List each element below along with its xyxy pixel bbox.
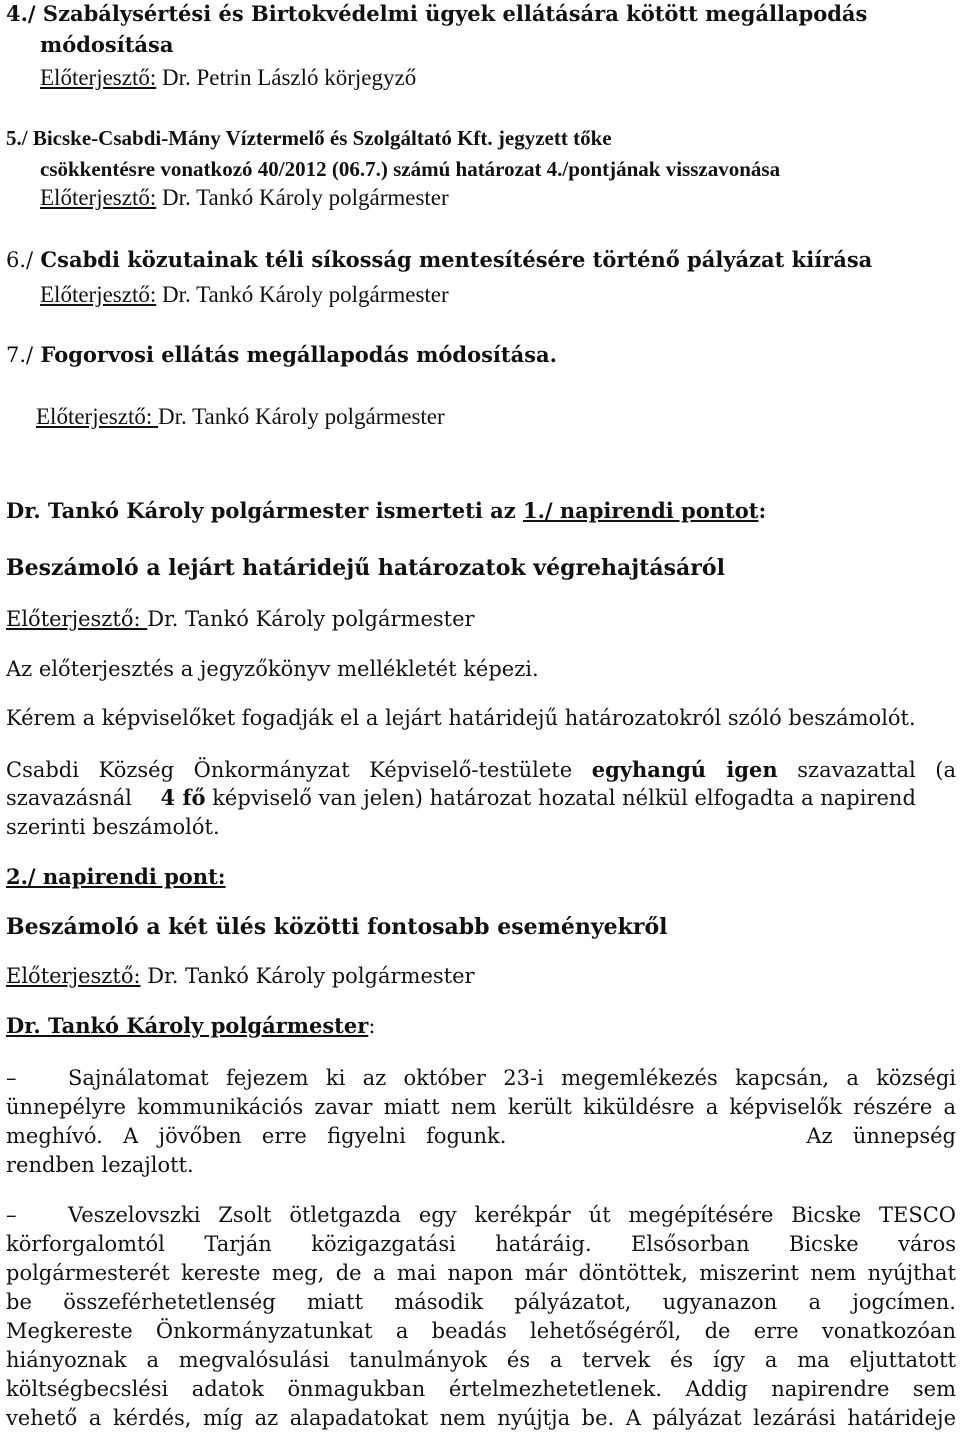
agenda-item-6-presenter <box>40 281 449 309</box>
decision-present-count: 4 fő <box>160 785 206 810</box>
para1-line4: rendben lezajlott. <box>6 1153 194 1177</box>
presenter-label: Előterjesztő: <box>40 282 157 307</box>
presenter-label: Előterjesztő: <box>40 185 157 210</box>
para1-line3 <box>6 1122 956 1151</box>
point-1-label: 1./ napirendi pontot <box>522 498 759 523</box>
agenda-item-6-number: 6./ <box>6 248 34 272</box>
presenter-name: Dr. Petrin László körjegyző <box>156 65 417 90</box>
para2-line6: hiányoznak a megvalósulási tanulmányok és a tervek és így a ma eljuttatott <box>6 1348 956 1372</box>
point-1-note: Az előterjesztés a jegyzőkönyv mellékletét képezi. <box>6 657 539 681</box>
para2-line5: Megkereste Önkormányzatunkat a beadás lehetőségéről, de erre vonatkozóan <box>6 1319 956 1343</box>
para-text: meghívó. A jövőben erre figyelni fogunk. <box>6 1124 507 1148</box>
decision-text: Csabdi Község Önkormányzat Képviselő-testülete <box>6 758 592 782</box>
agenda-item-5-presenter <box>40 184 449 212</box>
point-2-presenter <box>6 962 475 990</box>
point-1-decision-line1 <box>6 755 956 785</box>
para-text: Sajnálatomat fejezem ki az október 23-i megemlékezés kapcsán, a községi <box>68 1066 956 1090</box>
point-1-intro-text: Dr. Tankó Károly polgármester ismerteti az <box>6 498 523 523</box>
para-text: Veszelovszki Zsolt ötletgazda egy kerékpár út megépítésére Bicske TESCO <box>68 1203 956 1227</box>
agenda-item-4-presenter <box>40 64 416 92</box>
para1-line2: ünnepélyre kommunikációs zavar miatt nem került kiküldésre a képviselők részére a <box>6 1095 956 1119</box>
speaker-colon: : <box>368 1014 376 1038</box>
presenter-label: Előterjesztő: <box>6 964 141 988</box>
dash-bullet: – <box>6 1203 17 1227</box>
presenter-name: Dr. Tankó Károly polgármester <box>156 282 449 307</box>
point-1-intro <box>6 497 766 525</box>
decision-text: szavazattal (a <box>777 758 956 782</box>
presenter-name: Dr. Tankó Károly polgármester <box>158 404 445 429</box>
decision-text: képviselő van jelen) határozat hozatal nélkül elfogadta a napirend <box>205 786 916 810</box>
agenda-item-4-title-line1: Szabálysértési és Birtokvédelmi ügyek ellátására kötött megállapodás <box>42 1 868 26</box>
para2-line8: vehető a kérdés, míg az alapadatokat nem nyújtja be. A pályázat lezárási határideje <box>6 1406 956 1430</box>
agenda-item-7-number: 7./ <box>6 343 34 367</box>
presenter-label: Előterjesztő: <box>36 404 158 429</box>
presenter-label: Előterjesztő: <box>40 65 157 90</box>
agenda-item-6-title-text: Csabdi közutainak téli síkosság mentesítésére történő pályázat kiírása <box>33 247 873 272</box>
para2-line3: polgármesterét kereste meg, de a mai napon már döntöttek, miszerint nem nyújthat <box>6 1261 956 1285</box>
point-2-title: Beszámoló a két ülés közötti fontosabb eseményekről <box>6 914 668 940</box>
point-1-colon: : <box>758 498 767 523</box>
point-1-title: Beszámoló a lejárt határidejű határozatok végrehajtásáról <box>6 555 725 581</box>
point-1-decision-line3: szerinti beszámolót. <box>6 815 220 839</box>
point-2-heading: 2./ napirendi pont: <box>6 864 226 889</box>
agenda-item-7-presenter <box>36 403 445 431</box>
para2-line2: körforgalomtól Tarján közigazgatási határáig. Elsősorban Bicske város <box>6 1232 956 1256</box>
point-2-speaker <box>6 1012 375 1040</box>
agenda-item-7-title <box>6 341 557 369</box>
para2-line1 <box>6 1201 956 1230</box>
speaker-name: Dr. Tankó Károly polgármester <box>6 1013 369 1038</box>
decision-vote: egyhangú igen <box>591 757 778 782</box>
agenda-item-5-number: 5./ <box>6 126 28 150</box>
agenda-item-4-number: 4./ <box>6 1 36 26</box>
agenda-item-5-title-line1: Bicske-Csabdi-Mány Víztermelő és Szolgáltató Kft. jegyzett tőke <box>27 126 612 150</box>
point-1-decision-line2 <box>6 784 916 812</box>
point-1-request: Kérem a képviselőket fogadják el a lejárt határidejű határozatokról szóló beszámolót. <box>6 706 916 730</box>
para2-line7: költségbecslési adatok önmagukban értelmezhetetlenek. Addig napirendre sem <box>6 1377 956 1401</box>
agenda-item-6-title <box>6 246 872 274</box>
agenda-item-5-title <box>6 124 612 152</box>
point-1-presenter <box>6 605 475 633</box>
para-text: Az ünnepség <box>806 1124 956 1148</box>
presenter-name: Dr. Tankó Károly polgármester <box>147 607 475 631</box>
agenda-item-4-title <box>6 0 867 28</box>
agenda-item-4-title-line2: módosítása <box>40 32 174 57</box>
para1-line1 <box>6 1064 956 1093</box>
agenda-item-5-title-line2: csökkentésre vonatkozó 40/2012 (06.7.) számú határozat 4./pontjának visszavonása <box>40 157 781 181</box>
presenter-name: Dr. Tankó Károly polgármester <box>140 964 475 988</box>
dash-bullet: – <box>6 1066 17 1090</box>
decision-text: szavazásnál <box>6 786 139 810</box>
presenter-label: Előterjesztő: <box>6 607 148 631</box>
presenter-name: Dr. Tankó Károly polgármester <box>156 185 449 210</box>
agenda-item-7-title-text: Fogorvosi ellátás megállapodás módosítása. <box>33 342 557 367</box>
para2-line4: be összeférhetetlenség miatt második pályázatot, ugyanazon a jogcímen. <box>6 1290 956 1314</box>
